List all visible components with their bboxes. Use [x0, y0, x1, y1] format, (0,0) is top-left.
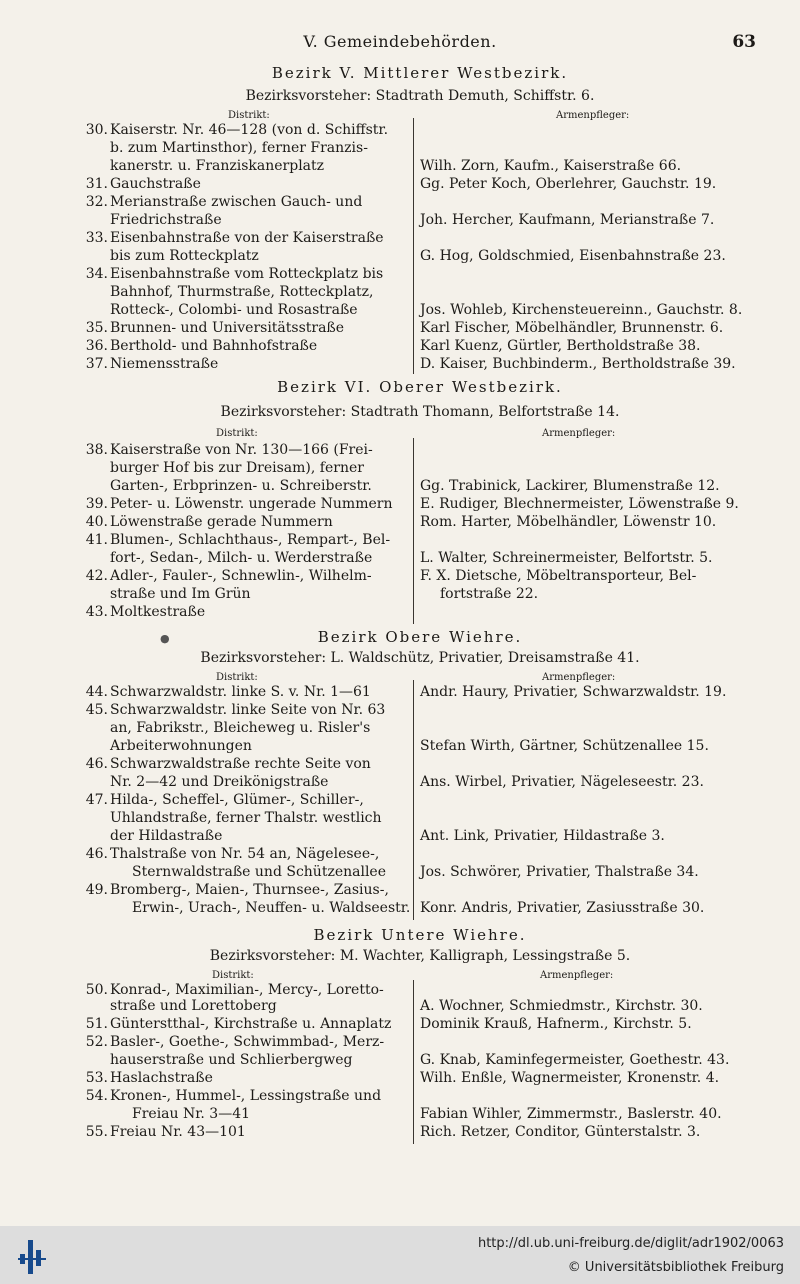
entry-number: 41. [85, 532, 108, 548]
district-text: Freiau Nr. 43—101 [110, 1124, 246, 1140]
column-divider [413, 680, 414, 920]
district-text: Hilda-, Scheffel-, Glümer-, Schiller-, [110, 792, 364, 808]
district-text: Niemensstraße [110, 356, 219, 372]
district-text: straße und Im Grün [110, 586, 251, 602]
district-text: Uhlandstraße, ferner Thalstr. westlich [110, 810, 382, 826]
section-title: Bezirk V. Mittlerer Westbezirk. [271, 64, 569, 82]
armenpfleger-text: G. Hog, Goldschmied, Eisenbahnstraße 23. [420, 248, 726, 264]
armenpfleger-text: Wilh. Enßle, Wagnermeister, Kronenstr. 4. [420, 1070, 720, 1086]
entry-number: 40. [85, 514, 108, 530]
district-text: Arbeiterwohnungen [110, 738, 252, 754]
district-text: der Hildastraße [110, 828, 223, 844]
section-vorsteher: Bezirksvorsteher: Stadtrath Thomann, Belfortstraße 14. [220, 404, 620, 420]
section-vorsteher: Bezirksvorsteher: M. Wachter, Kalligraph, Lessingstraße 5. [209, 948, 631, 964]
district-text: Eisenbahnstraße vom Rotteckplatz bis [110, 266, 384, 282]
armenpfleger-label: Armenpfleger: [542, 428, 616, 439]
district-text: Schwarzwaldstraße rechte Seite von [110, 756, 371, 772]
armenpfleger-text: Konr. Andris, Privatier, Zasiusstraße 30. [420, 900, 705, 916]
district-text: an, Fabrikstr., Bleicheweg u. Risler's [110, 720, 371, 736]
entry-number: 46. [85, 846, 108, 862]
page-number: 63 [732, 32, 756, 52]
section-title: Bezirk Untere Wiehre. [313, 926, 527, 944]
library-logo-icon [18, 1234, 48, 1278]
section-vorsteher: Bezirksvorsteher: Stadtrath Demuth, Schiffstr. 6. [245, 88, 595, 104]
page-title: V. Gemeindebehörden. [303, 32, 497, 51]
page-header [0, 32, 800, 58]
copyright-notice: © Universitätsbibliothek Freiburg [567, 1260, 784, 1275]
permalink-url[interactable]: http://dl.ub.uni-freiburg.de/diglit/adr1902/0063 [477, 1236, 784, 1251]
distrikt-label: Distrikt: [228, 110, 270, 121]
district-text: Peter- u. Löwenstr. ungerade Nummern [110, 496, 393, 512]
district-text: Schwarzwaldstr. linke Seite von Nr. 63 [110, 702, 386, 718]
armenpfleger-text: E. Rudiger, Blechnermeister, Löwenstraße 9. [420, 496, 739, 512]
armenpfleger-text: Stefan Wirth, Gärtner, Schützenallee 15. [420, 738, 709, 754]
entry-number: 52. [85, 1034, 108, 1050]
entry-number: 45. [85, 702, 108, 718]
armenpfleger-label: Armenpfleger: [540, 970, 614, 981]
armenpfleger-text: Rich. Retzer, Conditor, Günterstalstr. 3. [420, 1124, 701, 1140]
distrikt-label: Distrikt: [216, 672, 258, 683]
district-text: Konrad-, Maximilian-, Mercy-, Loretto- [110, 982, 384, 998]
entry-number: 31. [85, 176, 108, 192]
armenpfleger-text: Karl Fischer, Möbelhändler, Brunnenstr. 6. [420, 320, 724, 336]
district-text: Erwin-, Urach-, Neuffen- u. Waldseestr. [132, 900, 411, 916]
entry-number: 44. [85, 684, 108, 700]
entry-number: 33. [85, 230, 108, 246]
district-text: Eisenbahnstraße von der Kaiserstraße [110, 230, 384, 246]
armenpfleger-text: Dominik Krauß, Hafnerm., Kirchstr. 5. [420, 1016, 692, 1032]
entry-number: 34. [85, 266, 108, 282]
armenpfleger-text: Ans. Wirbel, Privatier, Nägeleseestr. 23. [420, 774, 704, 790]
district-text: Rotteck-, Colombi- und Rosastraße [110, 302, 358, 318]
district-text: Schwarzwaldstr. linke S. v. Nr. 1—61 [110, 684, 371, 700]
district-text: Berthold- und Bahnhofstraße [110, 338, 318, 354]
district-text: Thalstraße von Nr. 54 an, Nägelesee-, [110, 846, 380, 862]
entry-number: 42. [85, 568, 108, 584]
district-text: Blumen-, Schlachthaus-, Rempart-, Bel- [110, 532, 391, 548]
entry-number: 37. [85, 356, 108, 372]
distrikt-label: Distrikt: [212, 970, 254, 981]
entry-number: 51. [85, 1016, 108, 1032]
armenpfleger-text: A. Wochner, Schmiedmstr., Kirchstr. 30. [420, 998, 703, 1014]
entry-number: 43. [85, 604, 108, 620]
entry-number: 39. [85, 496, 108, 512]
district-text: fort-, Sedan-, Milch- u. Werderstraße [110, 550, 373, 566]
armenpfleger-text: Joh. Hercher, Kaufmann, Merianstraße 7. [420, 212, 715, 228]
district-text: Adler-, Fauler-, Schnewlin-, Wilhelm- [110, 568, 372, 584]
district-text: burger Hof bis zur Dreisam), ferner [110, 460, 364, 476]
column-divider [413, 438, 414, 624]
entry-number: 36. [85, 338, 108, 354]
entry-number: 38. [85, 442, 108, 458]
district-text: Günterstthal-, Kirchstraße u. Annaplatz [110, 1016, 392, 1032]
entry-number: 32. [85, 194, 108, 210]
armenpfleger-text: Ant. Link, Privatier, Hildastraße 3. [420, 828, 665, 844]
district-text: Moltkestraße [110, 604, 206, 620]
district-text: Kronen-, Hummel-, Lessingstraße und [110, 1088, 382, 1104]
column-divider [413, 118, 414, 374]
entry-number: 46. [85, 756, 108, 772]
armenpfleger-text: Gg. Trabinick, Lackirer, Blumenstraße 12. [420, 478, 720, 494]
district-text: Friedrichstraße [110, 212, 222, 228]
district-text: Kaiserstr. Nr. 46—128 (von d. Schiffstr. [110, 122, 389, 138]
section-title: Bezirk Obere Wiehre. [317, 628, 523, 646]
district-text: Haslachstraße [110, 1070, 213, 1086]
district-text: hauserstraße und Schlierbergweg [110, 1052, 353, 1068]
armenpfleger-text: D. Kaiser, Buchbinderm., Bertholdstraße 39. [420, 356, 736, 372]
district-text: Basler-, Goethe-, Schwimmbad-, Merz- [110, 1034, 385, 1050]
entry-number: 50. [85, 982, 108, 998]
district-text: b. zum Martinsthor), ferner Franzis- [110, 140, 368, 156]
armenpfleger-text: L. Walter, Schreinermeister, Belfortstr. 5. [420, 550, 713, 566]
district-text: Garten-, Erbprinzen- u. Schreiberstr. [110, 478, 372, 494]
section-vorsteher: Bezirksvorsteher: L. Waldschütz, Privatier, Dreisamstraße 41. [200, 650, 640, 666]
district-text: Merianstraße zwischen Gauch- und [110, 194, 363, 210]
distrikt-label: Distrikt: [216, 428, 258, 439]
district-text: straße und Lorettoberg [110, 998, 277, 1014]
armenpfleger-text: Jos. Wohleb, Kirchensteuereinn., Gauchstr. 8. [420, 302, 743, 318]
armenpfleger-text: Andr. Haury, Privatier, Schwarzwaldstr. 19. [420, 684, 727, 700]
district-text: kanerstr. u. Franziskanerplatz [110, 158, 325, 174]
armenpfleger-text: fortstraße 22. [440, 586, 539, 602]
district-text: Bromberg-, Maien-, Thurnsee-, Zasius-, [110, 882, 389, 898]
district-text: Sternwaldstraße und Schützenallee [132, 864, 387, 880]
district-text: Bahnhof, Thurmstraße, Rotteckplatz, [110, 284, 374, 300]
district-text: Brunnen- und Universitätsstraße [110, 320, 345, 336]
armenpfleger-label: Armenpfleger: [542, 672, 616, 683]
entry-number: 53. [85, 1070, 108, 1086]
armenpfleger-text: Fabian Wihler, Zimmermstr., Baslerstr. 40. [420, 1106, 722, 1122]
armenpfleger-text: Rom. Harter, Möbelhändler, Löwenstr 10. [420, 514, 717, 530]
entry-number: 30. [85, 122, 108, 138]
district-text: bis zum Rotteckplatz [110, 248, 259, 264]
column-divider [413, 980, 414, 1144]
entry-number: 54. [85, 1088, 108, 1104]
entry-number: 49. [85, 882, 108, 898]
section-title: Bezirk VI. Oberer Westbezirk. [277, 378, 563, 396]
armenpfleger-text: Karl Kuenz, Gürtler, Bertholdstraße 38. [420, 338, 701, 354]
district-text: Gauchstraße [110, 176, 201, 192]
district-text: Freiau Nr. 3—41 [132, 1106, 251, 1122]
district-text: Löwenstraße gerade Nummern [110, 514, 333, 530]
district-text: Kaiserstraße von Nr. 130—166 (Frei- [110, 442, 373, 458]
entry-number: 55. [85, 1124, 108, 1140]
armenpfleger-label: Armenpfleger: [556, 110, 630, 121]
viewer-footer [0, 1226, 800, 1284]
armenpfleger-text: G. Knab, Kaminfegermeister, Goethestr. 43. [420, 1052, 730, 1068]
print-mark: ● [160, 632, 170, 645]
armenpfleger-text: Jos. Schwörer, Privatier, Thalstraße 34. [420, 864, 699, 880]
entry-number: 35. [85, 320, 108, 336]
district-text: Nr. 2—42 und Dreikönigstraße [110, 774, 329, 790]
armenpfleger-text: F. X. Dietsche, Möbeltransporteur, Bel- [420, 568, 697, 584]
armenpfleger-text: Gg. Peter Koch, Oberlehrer, Gauchstr. 19. [420, 176, 717, 192]
entry-number: 47. [85, 792, 108, 808]
armenpfleger-text: Wilh. Zorn, Kaufm., Kaiserstraße 66. [420, 158, 682, 174]
